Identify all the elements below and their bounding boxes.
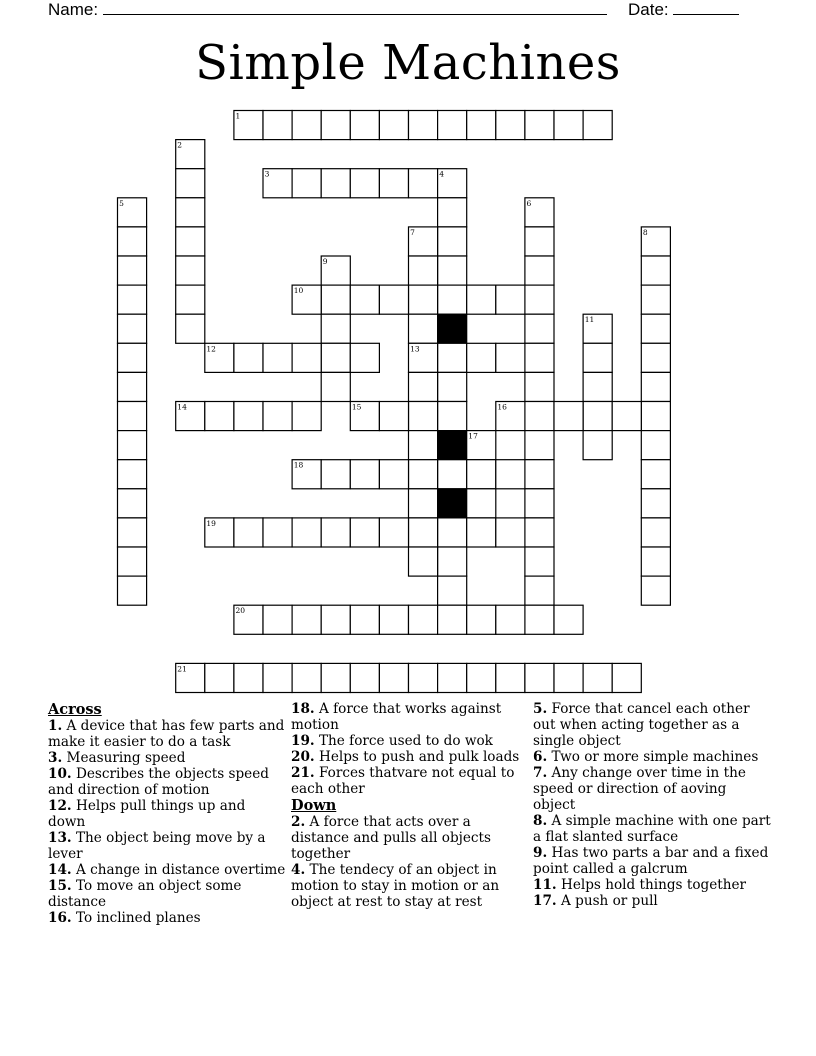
- clue-number-17: 17: [468, 431, 478, 441]
- grid-cell[interactable]: [118, 372, 147, 401]
- grid-cell[interactable]: [263, 402, 292, 431]
- clue-text: Helps pull things up and down: [48, 798, 246, 830]
- black-cell: [438, 314, 467, 343]
- clue-item: [291, 749, 529, 765]
- grid-cell[interactable]: [234, 402, 263, 431]
- grid-cell[interactable]: [292, 343, 321, 372]
- clue-number: 17.: [533, 893, 557, 909]
- grid-cell[interactable]: [234, 518, 263, 547]
- grid-cell[interactable]: [321, 663, 350, 692]
- clue-number: 19.: [291, 733, 315, 749]
- grid-cell[interactable]: [467, 285, 496, 314]
- grid-cell[interactable]: [292, 402, 321, 431]
- grid-cell[interactable]: [350, 460, 379, 489]
- clue-text: To inclined planes: [71, 910, 201, 926]
- grid-cell[interactable]: [205, 663, 234, 692]
- clue-number-8: 8: [642, 227, 648, 237]
- grid-cell[interactable]: [438, 576, 467, 605]
- grid-cell[interactable]: [409, 431, 438, 460]
- grid-cell[interactable]: [176, 169, 205, 198]
- clue-text: Any change over time in the speed or direction of aoving object: [533, 765, 746, 813]
- grid-cell[interactable]: [525, 402, 554, 431]
- clue-text: Has two parts a bar and a fixed point called a galcrum: [533, 845, 769, 877]
- grid-cell[interactable]: [118, 285, 147, 314]
- grid-cell[interactable]: [379, 169, 408, 198]
- grid-cell[interactable]: [118, 314, 147, 343]
- grid-cell[interactable]: [409, 111, 438, 140]
- clue-number: 1.: [48, 718, 63, 734]
- grid-cell[interactable]: [641, 431, 670, 460]
- clue-number-11: 11: [584, 315, 595, 325]
- grid-cell[interactable]: [583, 431, 612, 460]
- grid-cell[interactable]: [409, 256, 438, 285]
- grid-cell[interactable]: [321, 169, 350, 198]
- clue-number: 8.: [533, 813, 548, 829]
- grid-cell[interactable]: [292, 663, 321, 692]
- grid-cell[interactable]: [263, 663, 292, 692]
- grid-cell[interactable]: [234, 343, 263, 372]
- black-cell: [438, 431, 467, 460]
- grid-cell[interactable]: [350, 605, 379, 634]
- grid-cell[interactable]: [409, 169, 438, 198]
- clue-number-21: 21: [177, 664, 187, 674]
- grid-cell[interactable]: [554, 402, 583, 431]
- grid-cell[interactable]: [438, 518, 467, 547]
- grid-cell[interactable]: [379, 285, 408, 314]
- clue-number-14: 14: [177, 402, 187, 412]
- clue-number: 14.: [48, 862, 72, 878]
- grid-cell[interactable]: [321, 111, 350, 140]
- grid-cell[interactable]: [641, 489, 670, 518]
- black-cell: [438, 489, 467, 518]
- grid-cell[interactable]: [525, 256, 554, 285]
- grid-cell[interactable]: [583, 372, 612, 401]
- grid-cell[interactable]: [496, 285, 525, 314]
- clue-text: The object being move by a lever: [48, 830, 266, 862]
- grid-cell[interactable]: [176, 314, 205, 343]
- clue-text: The tendecy of an object in motion to stay in motion or an object at rest to stay at rest: [291, 862, 500, 910]
- grid-cell[interactable]: [118, 576, 147, 605]
- clue-item: [533, 893, 771, 909]
- grid-cell[interactable]: [350, 111, 379, 140]
- grid-cell[interactable]: [467, 489, 496, 518]
- grid-cell[interactable]: [496, 111, 525, 140]
- clue-number-19: 19: [206, 518, 216, 528]
- clue-number: 12.: [48, 798, 72, 814]
- grid-cell[interactable]: [525, 343, 554, 372]
- grid-cell[interactable]: [525, 111, 554, 140]
- clue-number-15: 15: [351, 402, 362, 412]
- clue-number-3: 3: [264, 169, 270, 179]
- grid-cell[interactable]: [641, 547, 670, 576]
- grid-cell[interactable]: [379, 111, 408, 140]
- grid-cell[interactable]: [438, 198, 467, 227]
- grid-cell[interactable]: [292, 518, 321, 547]
- grid-cell[interactable]: [118, 402, 147, 431]
- grid-cell[interactable]: [379, 402, 408, 431]
- grid-cell[interactable]: [379, 605, 408, 634]
- grid-cell[interactable]: [409, 663, 438, 692]
- grid-cell[interactable]: [467, 343, 496, 372]
- grid-cell[interactable]: [263, 518, 292, 547]
- clue-text: A force that works against motion: [291, 701, 502, 733]
- grid-cell[interactable]: [409, 547, 438, 576]
- grid-cell[interactable]: [263, 343, 292, 372]
- grid-cell[interactable]: [350, 169, 379, 198]
- clue-item: [48, 750, 286, 766]
- clue-item: [48, 830, 286, 862]
- clue-number: 5.: [533, 701, 548, 717]
- clue-item: [48, 766, 286, 798]
- grid-cell[interactable]: [321, 460, 350, 489]
- grid-cell[interactable]: [525, 605, 554, 634]
- clue-number: 3.: [48, 750, 63, 766]
- clue-text: Force that cancel each other out when acting together as a single object: [533, 701, 750, 749]
- clue-number: 2.: [291, 814, 306, 830]
- grid-cell[interactable]: [321, 518, 350, 547]
- grid-cell[interactable]: [176, 285, 205, 314]
- grid-cell[interactable]: [438, 605, 467, 634]
- clue-number: 9.: [533, 845, 548, 861]
- grid-cell[interactable]: [118, 431, 147, 460]
- clue-number: 11.: [533, 877, 557, 893]
- grid-cell[interactable]: [467, 663, 496, 692]
- grid-cell[interactable]: [409, 518, 438, 547]
- grid-cell[interactable]: [409, 314, 438, 343]
- clue-number: 7.: [533, 765, 548, 781]
- clue-text: A change in distance overtime: [71, 862, 286, 878]
- clue-number: 13.: [48, 830, 72, 846]
- clue-text: Forces thatvare not equal to each other: [291, 765, 515, 797]
- clue-item: [291, 701, 529, 733]
- clue-number-9: 9: [322, 257, 328, 266]
- grid-cell[interactable]: [583, 402, 612, 431]
- grid-cell[interactable]: [496, 460, 525, 489]
- grid-cell[interactable]: [321, 605, 350, 634]
- clue-number: 4.: [291, 862, 306, 878]
- grid-cell[interactable]: [379, 518, 408, 547]
- clue-number-13: 13: [410, 344, 420, 354]
- grid-cell[interactable]: [438, 343, 467, 372]
- clue-item: [291, 733, 529, 749]
- clue-text: Describes the objects speed and direction of motion: [48, 766, 269, 798]
- clue-item: [533, 701, 771, 749]
- clue-text: Helps hold things together: [556, 877, 747, 893]
- grid-cell[interactable]: [554, 111, 583, 140]
- grid-cell[interactable]: [438, 402, 467, 431]
- grid-cell[interactable]: [612, 663, 641, 692]
- grid-cell[interactable]: [525, 285, 554, 314]
- grid-cell[interactable]: [525, 431, 554, 460]
- clue-number-12: 12: [206, 344, 216, 354]
- clue-text: The force used to do wok: [314, 733, 493, 749]
- grid-cell[interactable]: [641, 576, 670, 605]
- grid-cell[interactable]: [118, 489, 147, 518]
- grid-cell[interactable]: [525, 489, 554, 518]
- grid-cell[interactable]: [554, 663, 583, 692]
- grid-cell[interactable]: [641, 460, 670, 489]
- clue-number-2: 2: [177, 140, 183, 150]
- name-label: Name:: [48, 0, 99, 19]
- clue-number-4: 4: [439, 169, 444, 179]
- grid-cell[interactable]: [496, 518, 525, 547]
- grid-cell[interactable]: [496, 663, 525, 692]
- clue-text: A force that acts over a distance and pulls all objects together: [291, 814, 491, 862]
- grid-cell[interactable]: [321, 372, 350, 401]
- clue-item: [291, 765, 529, 797]
- grid-cell[interactable]: [641, 343, 670, 372]
- grid-cell[interactable]: [641, 372, 670, 401]
- clue-number-18: 18: [293, 460, 304, 470]
- clues-column-1: [48, 701, 286, 926]
- grid-cell[interactable]: [118, 547, 147, 576]
- clue-number-10: 10: [293, 286, 304, 296]
- clue-number: 6.: [533, 749, 548, 765]
- grid-cell[interactable]: [350, 343, 379, 372]
- grid-cell[interactable]: [176, 256, 205, 285]
- grid-cell[interactable]: [554, 605, 583, 634]
- grid-cell[interactable]: [263, 605, 292, 634]
- grid-cell[interactable]: [525, 460, 554, 489]
- grid-cell[interactable]: [438, 227, 467, 256]
- clues-column-2: [291, 701, 529, 910]
- clue-number-6: 6: [526, 198, 532, 208]
- clue-number: 16.: [48, 910, 72, 926]
- grid-cell[interactable]: [263, 111, 292, 140]
- grid-cell[interactable]: [641, 314, 670, 343]
- grid-cell[interactable]: [467, 111, 496, 140]
- grid-cell[interactable]: [525, 314, 554, 343]
- grid-cell[interactable]: [379, 663, 408, 692]
- grid-cell[interactable]: [583, 663, 612, 692]
- clue-number: 20.: [291, 749, 315, 765]
- grid-cell[interactable]: [438, 285, 467, 314]
- grid-cell[interactable]: [350, 518, 379, 547]
- clue-item: [533, 845, 771, 877]
- grid-cell[interactable]: [438, 111, 467, 140]
- grid-cell[interactable]: [118, 460, 147, 489]
- down-heading: Down: [291, 797, 337, 814]
- clue-number-1: 1: [235, 111, 241, 121]
- grid-cell[interactable]: [496, 605, 525, 634]
- grid-cell[interactable]: [321, 285, 350, 314]
- grid-cell[interactable]: [438, 663, 467, 692]
- grid-cell[interactable]: [409, 372, 438, 401]
- grid-cell[interactable]: [176, 227, 205, 256]
- grid-cell[interactable]: [438, 460, 467, 489]
- clue-item: [533, 813, 771, 845]
- grid-cell[interactable]: [583, 111, 612, 140]
- clue-number-7: 7: [410, 227, 415, 237]
- grid-cell[interactable]: [525, 227, 554, 256]
- grid-cell[interactable]: [118, 256, 147, 285]
- clue-item: [291, 862, 529, 910]
- grid-cell[interactable]: [525, 576, 554, 605]
- grid-cell[interactable]: [118, 343, 147, 372]
- clue-item: [48, 718, 286, 750]
- grid-cell[interactable]: [292, 169, 321, 198]
- grid-cell[interactable]: [496, 343, 525, 372]
- grid-cell[interactable]: [438, 372, 467, 401]
- grid-cell[interactable]: [438, 256, 467, 285]
- grid-cell[interactable]: [641, 518, 670, 547]
- grid-cell[interactable]: [234, 663, 263, 692]
- clue-item: [48, 862, 286, 878]
- page-title: Simple Machines: [195, 35, 621, 91]
- clue-item: [533, 749, 771, 765]
- clue-text: A device that has few parts and make it easier to do a task: [48, 718, 285, 750]
- clue-item: [48, 798, 286, 830]
- clue-text: Helps to push and pulk loads: [314, 749, 520, 765]
- grid-cell[interactable]: [467, 605, 496, 634]
- clue-text: A push or pull: [556, 893, 658, 909]
- grid-cell[interactable]: [379, 460, 408, 489]
- grid-cell[interactable]: [409, 605, 438, 634]
- grid-cell[interactable]: [525, 663, 554, 692]
- grid-cell[interactable]: [118, 518, 147, 547]
- clue-number: 21.: [291, 765, 315, 781]
- clues-column-3: [533, 701, 771, 909]
- clue-item: [48, 910, 286, 926]
- clue-text: A simple machine with one part a flat slanted surface: [533, 813, 771, 845]
- grid-cell[interactable]: [350, 663, 379, 692]
- clue-number-16: 16: [497, 402, 507, 412]
- grid-cell[interactable]: [438, 547, 467, 576]
- grid-cell[interactable]: [641, 256, 670, 285]
- grid-cell[interactable]: [467, 518, 496, 547]
- clue-number: 18.: [291, 701, 315, 717]
- grid-cell[interactable]: [525, 518, 554, 547]
- clue-item: [48, 878, 286, 910]
- clue-number-5: 5: [119, 198, 124, 208]
- clue-number: 10.: [48, 766, 72, 782]
- grid-cell[interactable]: [176, 198, 205, 227]
- grid-cell[interactable]: [292, 605, 321, 634]
- clue-text: Two or more simple machines: [547, 749, 759, 765]
- grid-cell[interactable]: [409, 402, 438, 431]
- grid-cell[interactable]: [205, 402, 234, 431]
- clue-text: Measuring speed: [62, 750, 186, 766]
- grid-cell[interactable]: [641, 285, 670, 314]
- clue-text: To move an object some distance: [48, 878, 242, 910]
- clue-item: [291, 814, 529, 862]
- grid-cell[interactable]: [350, 285, 379, 314]
- grid-cell[interactable]: [409, 285, 438, 314]
- grid-cell[interactable]: [467, 460, 496, 489]
- grid-cell[interactable]: [612, 402, 641, 431]
- grid-cell[interactable]: [409, 460, 438, 489]
- grid-cell[interactable]: [525, 547, 554, 576]
- grid-cell[interactable]: [292, 111, 321, 140]
- clue-number-20: 20: [235, 606, 246, 616]
- clue-number: 15.: [48, 878, 72, 894]
- date-label: Date:: [628, 0, 669, 19]
- clue-item: [533, 765, 771, 813]
- grid-cell[interactable]: [118, 227, 147, 256]
- grid-cell[interactable]: [321, 314, 350, 343]
- grid-cell[interactable]: [409, 489, 438, 518]
- grid-cell[interactable]: [641, 402, 670, 431]
- clue-item: [533, 877, 771, 893]
- across-heading: Across: [48, 701, 102, 718]
- grid-cell[interactable]: [583, 343, 612, 372]
- grid-cell[interactable]: [321, 343, 350, 372]
- grid-cell[interactable]: [525, 372, 554, 401]
